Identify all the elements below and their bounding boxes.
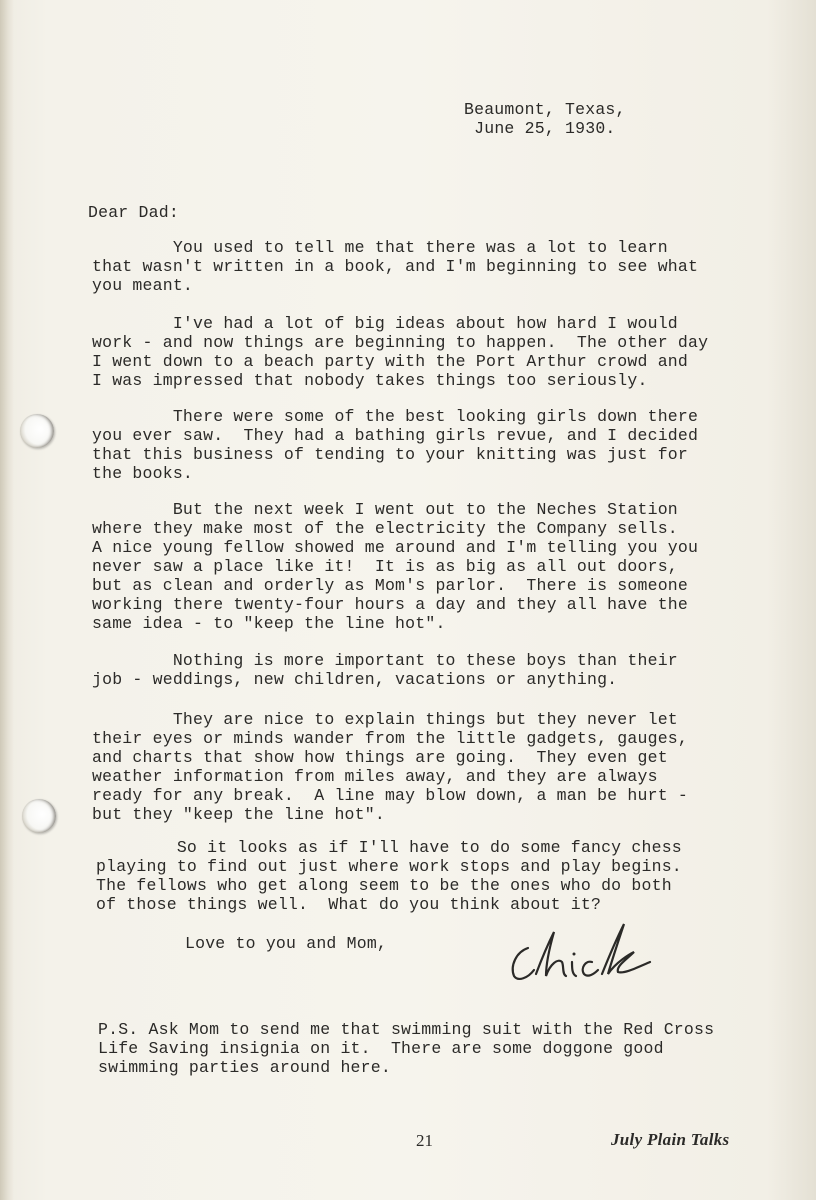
letter-paragraph-5: Nothing is more important to these boys than their job - weddings, new children, vacations or anything. <box>92 651 678 689</box>
page-edge-shadow <box>0 0 14 1200</box>
letter-paragraph-2: I've had a lot of big ideas about how hard I would work - and now things are beginning to happen. The other day I went down to a beach party with the Port Arthur crowd and I was impressed that nobody takes things too seriously. <box>92 314 709 390</box>
letter-closing: Love to you and Mom, <box>185 934 388 953</box>
letter-paragraph-1: You used to tell me that there was a lot to learn that wasn't written in a book, and I'm beginning to see what you meant. <box>92 238 699 295</box>
letter-place: Beaumont, Texas, <box>464 100 626 119</box>
letter-paragraph-6: They are nice to explain things but they never let their eyes or minds wander from the little gadgets, gauges, and charts that show how things are going. They even get weather information from miles away, and they are always ready for any break. A line may blow down, a man be hurt - but they "keep the line hot". <box>92 710 688 824</box>
letter-paragraph-4: But the next week I went out to the Neches Station where they make most of the electricity the Company sells. A nice young fellow showed me around and I'm telling you you never saw a place like it! It is as big as all out doors, but as clean and orderly as Mom's parlor. There is someone working there twenty-four hours a day and they all have the same idea - to "keep the line hot". <box>92 500 699 633</box>
letter-date: June 25, 1930. <box>474 119 616 138</box>
page-number: 21 <box>416 1131 433 1150</box>
letter-paragraph-3: There were some of the best looking girls down there you ever saw. They had a bathing girls revue, and I decided that this business of tending to your knitting was just for the books. <box>92 407 699 483</box>
handwritten-signature <box>506 918 656 988</box>
letter-paragraph-7: So it looks as if I'll have to do some fancy chess playing to find out just where work stops and play begins. The fellows who get along seem to be the ones who do both of those things well. What do you think about it? <box>96 838 682 914</box>
binder-hole-upper <box>20 414 54 448</box>
letter-postscript: P.S. Ask Mom to send me that swimming suit with the Red Cross Life Saving insignia on it. There are some doggone good swimming parties around here. <box>98 1020 715 1077</box>
publication-title: July Plain Talks <box>611 1130 730 1149</box>
binder-hole-lower <box>22 799 56 833</box>
letter-dateline <box>464 100 626 138</box>
letter-salutation: Dear Dad: <box>88 203 179 222</box>
